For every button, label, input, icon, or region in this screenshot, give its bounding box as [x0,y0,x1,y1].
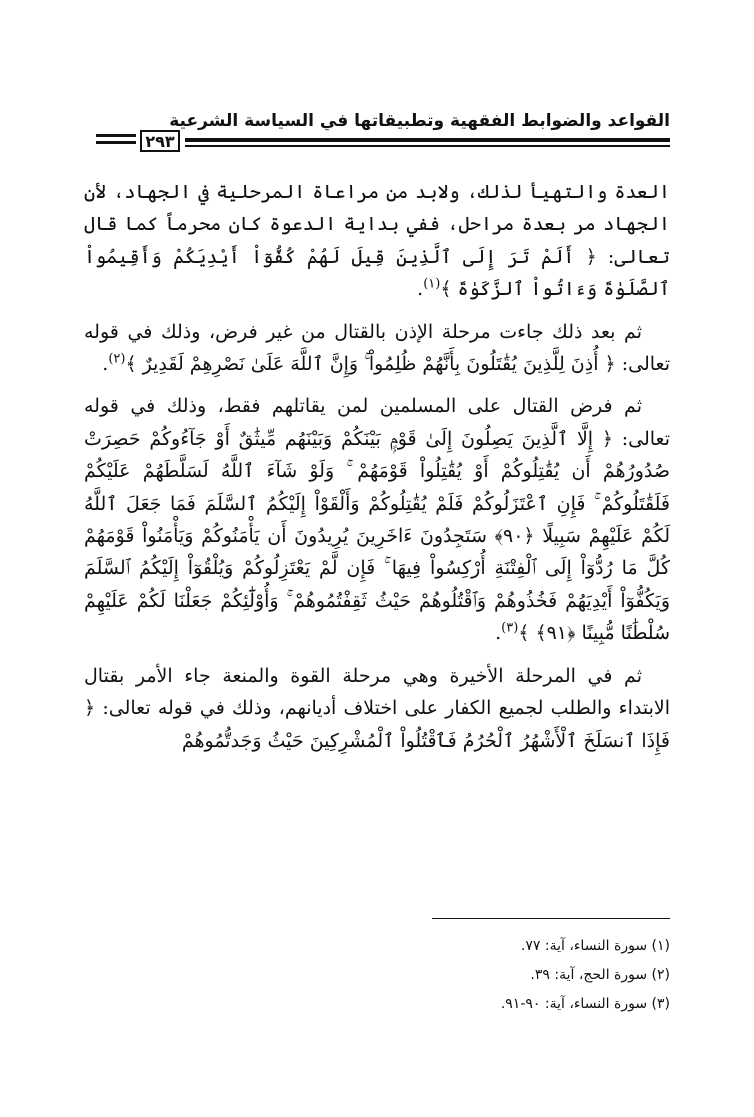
running-title: القواعد والضوابط الفقهية وتطبيقاتها في السياسة الشرعية [169,111,670,131]
header-ornament-bars [96,134,136,148]
paragraph: ثم بعد ذلك جاءت مرحلة الإذن بالقتال من غير فرض، وذلك في قوله تعالى: ﴿ أُذِنَ لِلَّذِينَ يُقَٰتَلُونَ بِأَنَّهُمْ ظُلِمُواْ ۚ وَإِنَّ ٱللَّهَ عَلَىٰ نَصْرِهِمْ لَقَدِيرٌ ﴾$^{(٢)}$. [84,320,670,376]
main-text [84,176,670,767]
footnote: (١) سورة النساء، آية: ٧٧. [520,938,670,954]
footnote: (٢) سورة الحج، آية: ٣٩. [530,967,670,983]
paragraph: ثم فرض القتال على المسلمين لمن يقاتلهم فقط، وذلك في قوله تعالى: ﴿ إِلَّا ٱلَّذِينَ يَصِلُونَ إِلَىٰ قَوْمٍۭ بَيْنَكُمْ وَبَيْنَهُم مِّيثَٰقٌ أَوْ جَآءُوكُمْ حَصِرَتْ صُدُورُهُمْ أَن يُقَٰتِلُوكُمْ أَوْ يُقَٰتِلُواْ قَوْمَهُمْ ۚ وَلَوْ شَآءَ ٱللَّهُ لَسَلَّطَهُمْ عَلَيْكُمْ فَلَقَٰتَلُوكُمْ ۚ فَإِنِ ٱعْتَزَلُوكُمْ فَلَمْ يُقَٰتِلُوكُمْ وَأَلْقَوْاْ إِلَيْكُمُ ٱلسَّلَمَ فَمَا جَعَلَ ٱللَّهُ لَكُمْ عَلَيْهِمْ سَبِيلًا ﴿٩٠﴾ سَتَجِدُونَ ءَاخَرِينَ يُرِيدُونَ أَن يَأْمَنُوكُمْ وَيَأْمَنُواْ قَوْمَهُمْ كُلَّ مَا رُدُّوٓاْ إِلَى ٱلْفِتْنَةِ أُرْكِسُواْ فِيهَا ۚ فَإِن لَّمْ يَعْتَزِلُوكُمْ وَيُلْقُوٓاْ إِلَيْكُمُ ٱلسَّلَمَ وَيَكُفُّوٓاْ أَيْدِيَهُمْ فَخُذُوهُمْ وَٱقْتُلُوهُمْ حَيْثُ ثَقِفْتُمُوهُمْ ۚ وَأُوْلَٰٓئِكُمْ جَعَلْنَا لَكُمْ عَلَيْهِمْ سُلْطَٰنًا مُّبِينًا ﴿٩١﴾ ﴾$^{(٣)}$. [84,395,670,645]
footnote: (٣) سورة النساء، آية: ٩٠-٩١. [500,996,670,1012]
footnote-ref: (١) [423,276,441,292]
page-number: ٢٩٣ [140,130,180,152]
paragraph: العدة والتهيأ لذلك، ولابد من مراعاة المرحلية في الجهاد، لأن الجهاد مر بعدة مراحل، ففي بداية الدعوة كان محرماً كما قال تعالى: ﴿ أَلَمْ تَرَ إِلَى ٱلَّذِينَ قِيلَ لَهُمْ كُفُّوٓاْ أَيْدِيَكُمْ وَأَقِيمُواْ ٱلصَّلَوٰةَ وَءَاتُواْ ٱلزَّكَوٰةَ ﴾$^{(١)}$. [84,181,670,301]
header-rule-thin [185,145,670,147]
page-header [96,110,670,154]
footnotes [84,932,670,1019]
header-rule-thick [185,138,670,142]
paragraph: ثم في المرحلة الأخيرة وهي مرحلة القوة والمنعة جاء الأمر بقتال الابتداء والطلب لجميع الكفار على اختلاف أديانهم، وذلك في قوله تعالى: ﴿ فَإِذَا ٱنسَلَخَ ٱلْأَشْهُرُ ٱلْحُرُمُ فَٱقْتُلُواْ ٱلْمُشْرِكِينَ حَيْثُ وَجَدتُّمُوهُمْ [84,664,670,752]
footnote-ref: (٣) [501,620,519,636]
footnote-separator [432,918,670,919]
footnote-ref: (٢) [108,351,126,367]
